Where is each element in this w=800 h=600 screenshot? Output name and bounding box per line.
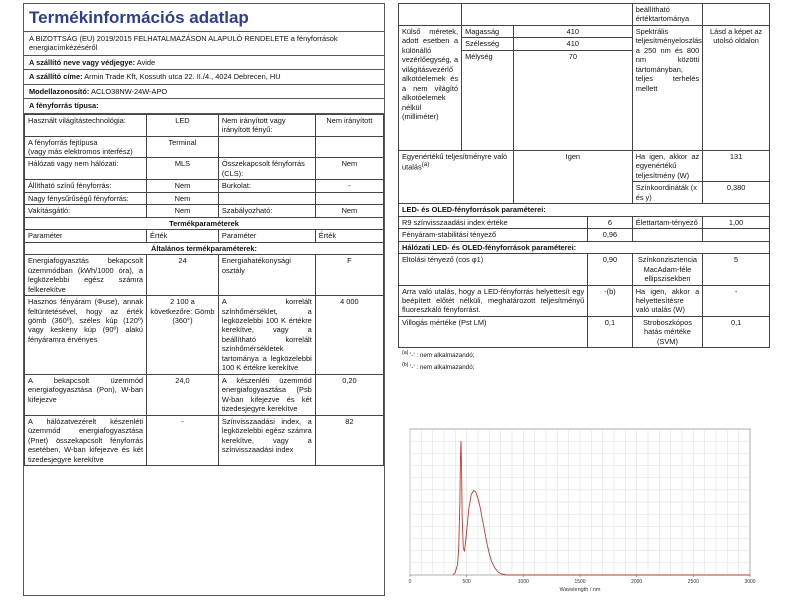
cell-param: Burkolat: [218,180,315,192]
cell-value: - [147,415,219,465]
supplier-brand-value: Avide [136,57,156,67]
model-row [24,85,384,99]
cell-value: -(b) [588,285,633,316]
cell-param: A hálózatvezérelt készenléti üzemmód energiafogyasztása (Pnet) összekapcsolt fényforrás esetében, W-ban kifejezve és két tizedesjegyre kerekítve [25,415,147,465]
cell-value: 24,0 [147,374,219,415]
cell-value: 0,1 [703,316,770,347]
cell-value: - [315,180,383,192]
cell-param: Energiafogyasztás bekapcsolt üzemmódban (kWh/1000 óra), a legközelebbi egész számra felkerekítve [25,255,147,296]
table-row [399,216,770,228]
dim-label: Mélység [462,50,514,150]
cell-param: A korrelált színhőmérséklet, a legközelebbi 100 K értékre kerekítve, vagy a beállítható korrelált színhőmérsékletek tartománya a legközelebbi 100 K értékre kerekítve [218,296,315,375]
model-value: ACLO38NW-24W-APO [91,86,168,96]
cell-value [315,136,383,158]
spectrum-chart-container [398,423,770,595]
general-params-heading: Általános termékparaméterek: [25,242,384,254]
table-row [25,114,384,136]
dim-value: 410 [514,38,633,50]
spectral-label: Spektrális teljesítményeloszlás a 250 nm és 800 nm közötti tartományban, teljes terhelés mellett [632,25,702,150]
cell-value: Nem [147,205,219,217]
footnote-text: '-' : nem alkalmazandó; [410,352,475,360]
table-row [399,204,770,216]
col-header-value: Érték [315,230,383,242]
dim-label: Magasság [462,25,514,37]
cell-value: Nem [147,180,219,192]
cell-param: Energiahatékonysági osztály [218,255,315,296]
cell-param: Színvisszaadási index, a legközelebbi egész számra kerekítve, vagy a színvisszaadási index [218,415,315,465]
light-source-type-heading: A fényforrás típusa: [24,99,384,113]
x-tick-label: 2500 [687,579,699,585]
cell-param: Szabályozható: [218,205,315,217]
spectrum-chart [398,423,770,595]
cell-param: Arra való utalás, hogy a LED-fényforrás helyettesít egy beépített előtét nélküli, meghatározott teljesítményű fluoreszkáló fényforrást. [399,285,588,316]
table-row [399,229,770,241]
right-table [398,3,770,348]
x-tick-label: 1500 [574,579,586,585]
cell-value: 5 [703,254,770,285]
table-row [25,180,384,192]
cell-param: Ha igen, akkor a helyettesítésre való utalás (W) [632,285,702,316]
footnote-mark: (b) [402,362,409,369]
cell-param: Hálózati vagy nem hálózati: [25,158,147,180]
table-header-row [25,230,384,242]
table-row [399,4,770,26]
x-tick-label: 3000 [744,579,756,585]
cell-param: Eltolási tényező (cos φ1) [399,254,588,285]
cell-value: Nem irányított [315,114,383,136]
cell-value: - [703,285,770,316]
equiv-note: (a) [421,161,430,169]
cell-param: Stroboszkópos hatás mértéke (SVM) [632,316,702,347]
equiv-cell [399,150,514,203]
table-row [25,192,384,204]
product-info-sheet-right [398,3,770,596]
footnote [398,360,770,372]
equiv-value: Igen [514,150,633,203]
x-axis-label: Wavelength / nm [559,587,601,593]
page-title: Termékinformációs adatlap [24,4,384,32]
cell-value: Terminal [147,136,219,158]
table-row [25,136,384,158]
cell-param: Nem irányított vagy irányított fényű: [218,114,315,136]
supplier-address-label: A szállító címe: [29,72,83,82]
chroma-value: 0,380 [703,182,770,204]
x-tick-label: 0 [408,579,412,585]
cell-value: 4 000 [315,296,383,375]
chroma-label: Színkoordináták (x és y) [632,182,702,204]
col-header-param: Paraméter [218,230,315,242]
footnote [398,348,770,360]
equiv-power-value: 131 [703,150,770,181]
table-row [399,254,770,285]
footnote-mark: (a) [402,350,409,357]
x-tick-label: 500 [462,579,471,585]
table-row [25,242,384,254]
cell-param: Állítható színű fényforrás: [25,180,147,192]
cell-param: Fényáram-stabilitási tényező [399,229,588,241]
ext-dims-label: Külső méretek, adott esetben a különálló vezérlőegység, a világításvezérlő alkotóelemek és a nem világító alkotóelemek nélkül (milliméter) [399,25,462,150]
cell-param: Élettartam-tényező [632,216,702,228]
continuation-text: beállítható értéktartománya [632,4,702,26]
table-row [399,241,770,253]
col-header-value: Érték [147,230,219,242]
table-row [399,25,770,37]
cell-param: A fényforrás fejtípusa (vagy más elektromos interfész) [25,136,147,158]
table-row [399,285,770,316]
cell-param: A bekapcsolt üzemmód energiafogyasztása (Pon), W-ban kifejezve [25,374,147,415]
cell-value: 1,00 [703,216,770,228]
cell-value: Nem [315,158,383,180]
dim-value: 410 [514,25,633,37]
cell-value: MLS [147,158,219,180]
supplier-brand-label: A szállító neve vagy védjegye: [29,57,136,67]
cell-value: 6 [588,216,633,228]
dim-value: 70 [514,50,633,150]
cell-value: 0,96 [588,229,633,241]
table-row [25,296,384,375]
table-row [25,255,384,296]
equiv-power-label: Ha igen, akkor az egyenértékű teljesítmény (W) [632,150,702,181]
cell-value [703,229,770,241]
cell-param: Hasznos fényáram (Φuse), annak feltüntetésével, hogy az érték gömb (360º), széles kúp (120º) vagy keskeny kúp (90º) alakú fényáramra érvényes [25,296,147,375]
product-info-sheet-left [23,3,385,596]
table-row [25,374,384,415]
model-label: Modellazonosító: [29,86,90,96]
type-table [24,114,384,466]
table-row [399,150,770,181]
col-header-param: Paraméter [25,230,147,242]
table-row [25,217,384,229]
table-row [25,205,384,217]
table-row [25,158,384,180]
led-params-heading: LED- és OLED-fényforrások paraméterei: [399,204,770,216]
cell-param [218,192,315,204]
supplier-address-value: Armin Trade Kft, Kossuth utca 22. II./4., 4024 Debrecen, HU [84,72,281,82]
cell-param: Színkonzisztencia MacAdam-féle ellipszisekben [632,254,702,285]
x-tick-label: 1000 [517,579,529,585]
cell-value: LED [147,114,219,136]
spectral-value: Lásd a képet az utolsó oldalon [703,25,770,150]
table-row [25,415,384,465]
cell-value: 0,20 [315,374,383,415]
cell-param: Nagy fénysűrűségű fényforrás: [25,192,147,204]
cell-value [315,192,383,204]
supplier-address-row [24,70,384,84]
dim-label: Szélesség [462,38,514,50]
equiv-label: Egyenértékű teljesítményre való utalás [402,151,508,172]
cell-param: R9 színvisszaadási index értéke [399,216,588,228]
cell-value: 82 [315,415,383,465]
cell-param: A készenléti üzemmód energiafogyasztása (Psb W-ban kifejezve és két tizedesjegyre kerekítve [218,374,315,415]
cell-param: Villogás mértéke (Pst LM) [399,316,588,347]
cell-value: Nem [315,205,383,217]
footnote-text: '-' : nem alkalmazandó; [410,364,475,372]
cell-value: 2 100 a következőre: Gömb (360°) [147,296,219,375]
cell-value: 0,1 [588,316,633,347]
table-row [399,316,770,347]
product-params-heading: Termékparaméterek [25,217,384,229]
cell-param [632,229,702,241]
cell-param [218,136,315,158]
supplier-brand-row [24,56,384,70]
regulation-text: A BIZOTTSÁG (EU) 2019/2015 FELHATALMAZÁSON ALAPULÓ RENDELETE a fényforrások energiacímkézéséről [24,32,384,56]
x-tick-label: 2000 [631,579,643,585]
mains-params-heading: Hálózati LED- és OLED-fényforrások paraméterei: [399,241,770,253]
cell-value: F [315,255,383,296]
cell-param: Használt világítástechnológia: [25,114,147,136]
cell-value: 24 [147,255,219,296]
cell-value: 0,90 [588,254,633,285]
cell-value: Nem [147,192,219,204]
cell-param: Vakításgátló: [25,205,147,217]
cell-param: Összekapcsolt fényforrás (CLS): [218,158,315,180]
